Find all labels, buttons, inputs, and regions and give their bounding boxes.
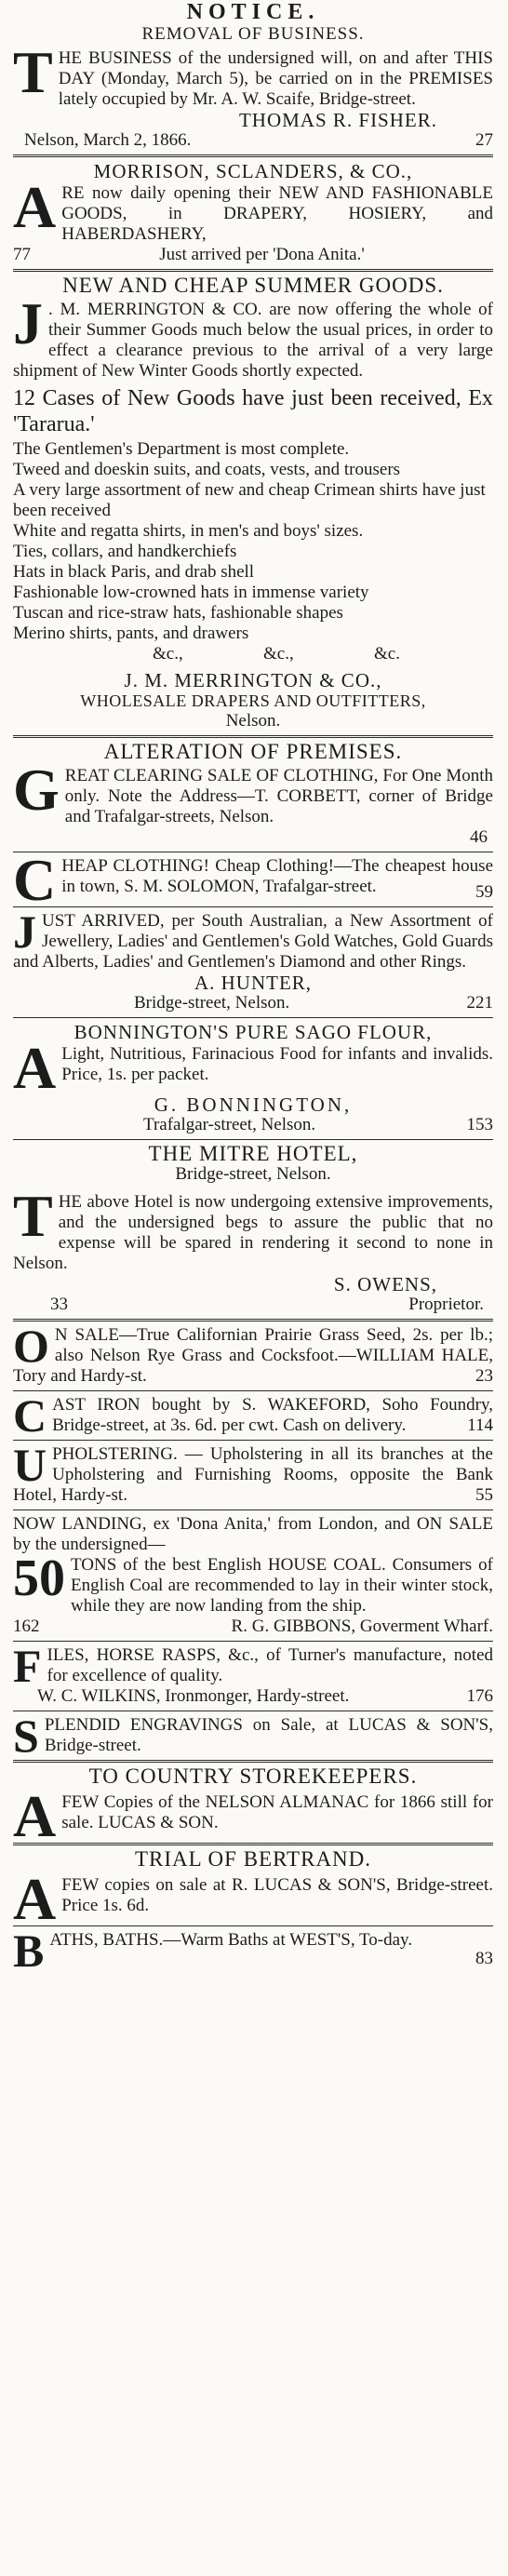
merrington-sig2: WHOLESALE DRAPERS AND OUTFITTERS, <box>80 691 426 710</box>
merrington-ad <box>13 275 493 731</box>
divider <box>13 1390 493 1391</box>
bertrand-body: FEW copies on sale at R. LUCAS & SON'S, Bridge-street. Price 1s. 6d. <box>61 1875 493 1915</box>
etc-mark: &c. <box>374 644 400 664</box>
divider <box>13 1509 493 1510</box>
divider <box>13 1925 493 1926</box>
lucas1-body: PLENDID ENGRAVINGS on Sale, at LUCAS & SON'S, Bridge-street. <box>44 1715 493 1755</box>
ad-number: 176 <box>466 1686 493 1706</box>
divider <box>13 1843 493 1845</box>
divider <box>13 1440 493 1441</box>
drop-cap: 50 <box>13 1550 65 1607</box>
ad-number: 83 <box>475 1949 493 1968</box>
mitre-ad <box>13 1144 493 1315</box>
mitre-heading: THE MITRE HOTEL, <box>148 1142 358 1165</box>
mitre-role: Proprietor. <box>408 1295 484 1314</box>
merrington-place: Nelson. <box>225 711 281 731</box>
drop-cap: J <box>13 290 43 356</box>
notice-body: HE BUSINESS of the undersigned will, on and after THIS DAY (Monday, March 5), be carried on in the PREMISES lately occupied by Mr. A. W. Scaife, Bridge-street. <box>58 48 493 109</box>
drop-cap: A <box>13 174 57 240</box>
bonnington-address: Trafalgar-street, Nelson. <box>143 1115 316 1134</box>
drop-cap: J <box>13 906 36 958</box>
solomon-ad <box>13 847 493 913</box>
list-item: The Gentlemen's Department is most complete. <box>13 439 350 459</box>
gibbons-ad <box>13 1514 493 1637</box>
hunter-signature: A. HUNTER, <box>194 972 313 994</box>
morrison-heading: MORRISON, SCLANDERS, & CO., <box>93 160 413 182</box>
hunter-ad <box>13 906 493 1013</box>
ad-number: 114 <box>467 1415 493 1435</box>
merrington-heading: NEW AND CHEAP SUMMER GOODS. <box>62 274 444 297</box>
wilkins-ad <box>13 1640 493 1707</box>
bonnington-signature: G. BONNINGTON, <box>154 1093 353 1116</box>
notice-ad <box>13 2 493 151</box>
list-item: Tweed and doeskin suits, and coats, vests, and trousers <box>13 460 401 479</box>
storekeepers-ad <box>13 1764 493 1849</box>
drop-cap: C <box>13 1389 47 1442</box>
divider <box>13 735 493 738</box>
notice-subtitle: REMOVAL OF BUSINESS. <box>141 24 365 44</box>
merrington-cases: 12 Cases of New Goods have just been received, Ex 'Tararua.' <box>13 386 493 436</box>
divider <box>13 1017 493 1018</box>
drop-cap: C <box>13 847 57 913</box>
merrington-sig1: J. M. MERRINGTON & CO., <box>124 669 382 691</box>
divider <box>13 1139 493 1140</box>
drop-cap: G <box>13 757 60 823</box>
drop-cap: T <box>13 1183 53 1249</box>
storekeepers-heading: TO COUNTRY STOREKEEPERS. <box>88 1764 418 1788</box>
etc-mark: &c., <box>263 644 294 664</box>
morrison-body: RE now daily opening their NEW AND FASHIONABLE GOODS, in DRAPERY, HOSIERY, and HABERDASHERY, <box>61 183 493 244</box>
drop-cap: A <box>13 1866 57 1932</box>
divider <box>13 154 493 157</box>
hale-body: N SALE—True Californian Prairie Grass Seed, 2s. per lb.; also Nelson Rye Grass and Cocksfoot.—WILLIAM HALE, Tory and Hardy-st. <box>13 1325 493 1386</box>
divider <box>13 269 493 272</box>
hunter-body: UST ARRIVED, per South Australian, a New Assortment of Jewellery, Ladies' and Gentlemen's Gold Watches, Gold Guards and Alberts, Ladies' and Gentlemen's Diamond and other Rings. <box>13 911 493 972</box>
baths-body: ATHS, BATHS.—Warm Baths at WEST'S, To-day. <box>49 1930 413 1950</box>
ad-number: 77 <box>13 245 31 264</box>
drop-cap: O <box>13 1320 49 1372</box>
baths-ad <box>13 1925 493 1977</box>
gibbons-signature: R. G. GIBBONS, Goverment Wharf. <box>231 1617 493 1636</box>
hale-ad <box>13 1320 493 1387</box>
bonnington-body: Light, Nutritious, Farinacious Food for infants and invalids. Price, 1s. per packet. <box>61 1044 493 1084</box>
drop-cap: T <box>13 39 53 105</box>
upholstering-body: PHOLSTERING. — Upholstering in all its branches at the Upholstering and Furnishing Rooms, opposite the Bank Hotel, Hardy-st. <box>13 1444 493 1505</box>
list-item: White and regatta shirts, in men's and boys' sizes. <box>13 521 364 541</box>
mitre-sub: Bridge-street, Nelson. <box>175 1164 331 1184</box>
divider <box>13 906 493 907</box>
storekeepers-body: FEW Copies of the NELSON ALMANAC for 1866 still for sale. LUCAS & SON. <box>61 1792 493 1832</box>
list-item: Ties, collars, and handkerchiefs <box>13 542 237 561</box>
ad-number: 221 <box>466 993 493 1013</box>
mitre-signature: S. OWENS, <box>333 1273 437 1295</box>
wakeford-body: AST IRON bought by S. WAKEFORD, Soho Foundry, Bridge-street, at 3s. 6d. per cwt. Cash on delivery. <box>52 1395 493 1435</box>
bertrand-heading: TRIAL OF BERTRAND. <box>134 1847 372 1871</box>
list-item: A very large assortment of new and cheap Crimean shirts have just been received <box>13 480 486 520</box>
drop-cap: B <box>13 1925 45 1977</box>
divider <box>13 1641 493 1642</box>
corbett-heading: ALTERATION OF PREMISES. <box>103 740 403 763</box>
drop-cap: S <box>13 1710 39 1762</box>
list-item: Hats in black Paris, and drab shell <box>13 562 255 582</box>
hunter-address: Bridge-street, Nelson. <box>134 993 290 1013</box>
ad-number: 46 <box>470 827 488 847</box>
merrington-body: . M. MERRINGTON & CO. are now offering the whole of their Summer Goods much below the usual prices, in order to effect a clearance previous to the arrival of a very large shipment of New Winter Goods shortly expected. <box>13 300 493 381</box>
notice-date: Nelson, March 2, 1866. <box>24 130 192 150</box>
list-item: Merino shirts, pants, and drawers <box>13 624 249 643</box>
list-item: Fashionable low-crowned hats in immense variety <box>13 583 369 602</box>
upholstering-ad <box>13 1439 493 1506</box>
wilkins-body: ILES, HORSE RASPS, &c., of Turner's manufacture, noted for excellence of quality. <box>47 1645 493 1685</box>
ad-number: 55 <box>475 1485 493 1505</box>
ad-number: 27 <box>475 130 493 150</box>
list-item: Tuscan and rice-straw hats, fashionable shapes <box>13 603 343 623</box>
bonnington-heading: BONNINGTON'S PURE SAGO FLOUR, <box>74 1021 433 1043</box>
wilkins-line: W. C. WILKINS, Ironmonger, Hardy-street. <box>37 1686 350 1706</box>
ad-number: 59 <box>475 882 493 902</box>
corbett-body: REAT CLEARING SALE OF CLOTHING, For One Month only. Note the Address—T. CORBETT, corner of Bridge and Trafalgar-streets, Nelson. <box>64 766 493 826</box>
notice-signature: THOMAS R. FISHER. <box>238 109 437 131</box>
morrison-tail: Just arrived per 'Dona Anita.' <box>159 245 365 264</box>
lucas-engravings-ad <box>13 1710 493 1762</box>
ad-number: 33 <box>50 1295 68 1314</box>
bonnington-ad <box>13 1022 493 1135</box>
solomon-body: HEAP CLOTHING! Cheap Clothing!—The cheapest house in town, S. M. SOLOMON, Trafalgar-street. <box>61 856 493 896</box>
gibbons-intro: NOW LANDING, ex 'Dona Anita,' from London, and ON SALE by the undersigned— <box>13 1514 493 1554</box>
drop-cap: F <box>13 1640 42 1692</box>
divider <box>13 1319 493 1322</box>
drop-cap: A <box>13 1035 57 1101</box>
ad-number: 153 <box>466 1115 493 1134</box>
drop-cap: U <box>13 1439 47 1491</box>
ad-number: 23 <box>475 1366 493 1386</box>
corbett-ad <box>13 742 493 848</box>
gibbons-body: TONS of the best English HOUSE COAL. Consumers of English Coal are recommended to lay in their winter stock, while they are now landing from the ship. <box>71 1555 493 1616</box>
notice-title: NOTICE. <box>186 0 320 24</box>
divider <box>13 1760 493 1763</box>
morrison-ad <box>13 161 493 265</box>
mitre-body: HE above Hotel is now undergoing extensive improvements, and the undersigned begs to assure the public that no expense will be spared in rendering it second to none in Nelson. <box>13 1192 493 1273</box>
newspaper-column <box>0 2 508 2576</box>
ad-number: 162 <box>13 1617 40 1636</box>
bertrand-ad <box>13 1847 493 1932</box>
drop-cap: A <box>13 1783 57 1849</box>
etc-mark: &c., <box>153 644 183 664</box>
wakeford-ad <box>13 1389 493 1442</box>
